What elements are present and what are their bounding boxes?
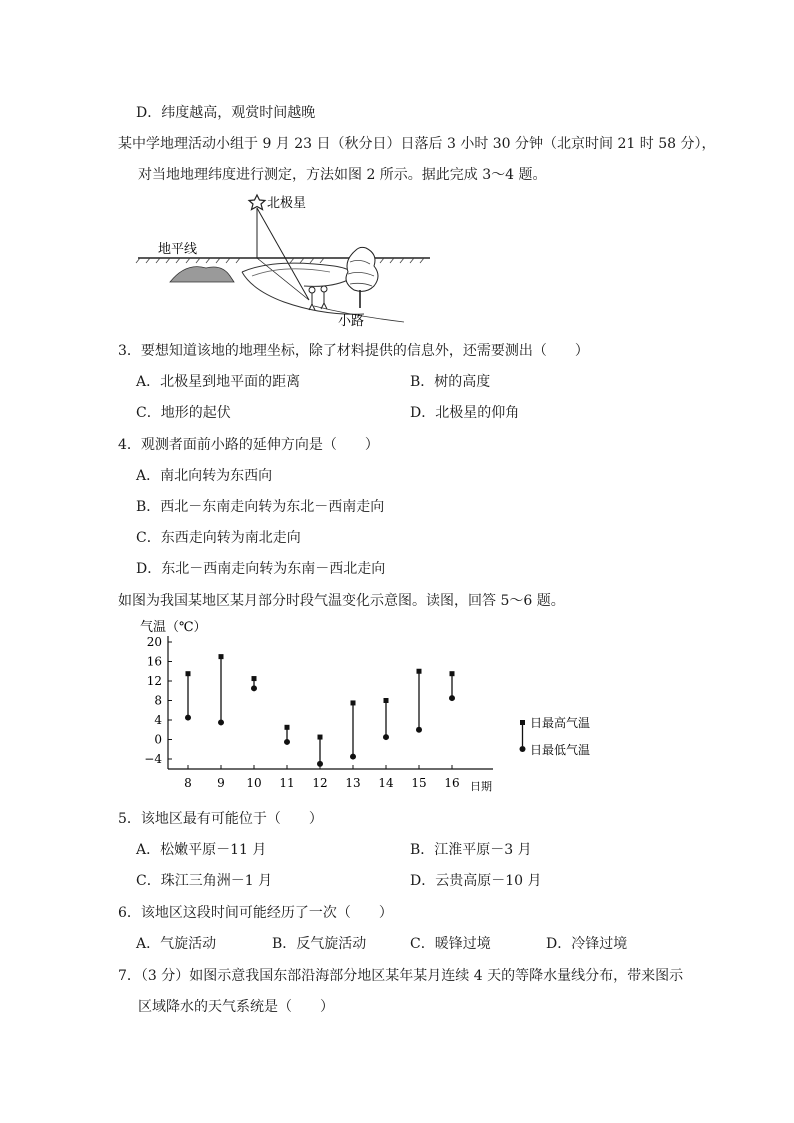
x-tick-label: 15	[411, 776, 427, 790]
q4-option-d: D．东北－西南走向转为东南－西北走向	[136, 561, 386, 577]
x-tick-label: 11	[279, 776, 295, 790]
q7-line1: 7．（3 分）如图示意我国东部沿海部分地区某年某月连续 4 天的等降水量线分布，带来图示	[118, 968, 684, 984]
y-tick-label: 16	[146, 654, 162, 669]
x-tick-label: 10	[246, 776, 262, 790]
y-tick-label: 12	[146, 674, 162, 688]
q6-stem: 6．该地区这段时间可能经历了一次（ ）	[118, 905, 393, 921]
x-tick-label: 9	[217, 776, 225, 790]
horizon-label: 地平线	[158, 242, 198, 257]
passage-5-6: 如图为我国某地区某月部分时段气温变化示意图。读图，回答 5～6 题。	[118, 593, 565, 609]
polaris-star-icon	[249, 195, 265, 210]
chart-range-bars	[185, 654, 455, 767]
q5-option-a: A．松嫩平原－11 月	[136, 842, 267, 858]
min-temp-marker	[416, 727, 422, 733]
max-temp-marker	[219, 654, 224, 659]
min-temp-marker	[284, 739, 290, 745]
q3-option-c: C．地形的起伏	[136, 405, 231, 421]
q6-option-c: C．暖锋过境	[410, 936, 491, 952]
min-temp-marker	[449, 695, 455, 701]
tree-icon	[346, 247, 378, 308]
legend-max-label: 日最高气温	[530, 716, 591, 730]
x-tick-label: 16	[444, 776, 460, 790]
max-temp-marker	[285, 725, 290, 730]
y-tick-label: 20	[146, 635, 162, 649]
x-tick-label: 13	[345, 776, 361, 790]
x-tick-label: 12	[312, 776, 328, 790]
chart-xlabel: 日期	[470, 780, 492, 793]
passage-3-4-line1: 某中学地理活动小组于 9 月 23 日（秋分日）日落后 3 小时 30 分钟（北京时间 21 时 58 分），	[118, 136, 716, 152]
path-curve-outer	[242, 263, 352, 286]
polaris-label: 北极星	[267, 196, 307, 211]
sight-line	[257, 208, 309, 300]
min-temp-marker	[251, 685, 257, 691]
hill-shape	[170, 267, 234, 282]
min-temp-marker	[383, 734, 389, 740]
y-tick-label: 8	[154, 693, 162, 708]
q3-option-d: D．北极星的仰角	[410, 405, 520, 421]
q5-option-b: B．江淮平原－3 月	[410, 842, 532, 858]
max-temp-marker	[186, 671, 191, 676]
q5-option-c: C．珠江三角洲－1 月	[136, 873, 273, 889]
q5-stem: 5．该地区最有可能位于（ ）	[118, 811, 323, 827]
y-tick-label: 0	[154, 732, 162, 747]
q4-option-b: B．西北－东南走向转为东北－西南走向	[136, 499, 385, 515]
q2-option-d: D．纬度越高，观赏时间越晚	[136, 105, 316, 121]
legend-min-marker	[520, 746, 526, 752]
min-temp-marker	[350, 754, 356, 760]
passage-3-4-line2: 对当地地理纬度进行测定，方法如图 2 所示。据此完成 3～4 题。	[138, 167, 547, 183]
x-tick-label: 14	[378, 776, 394, 790]
max-temp-marker	[318, 735, 323, 740]
max-temp-marker	[417, 669, 422, 674]
min-temp-marker	[185, 715, 191, 721]
q4-stem: 4．观测者面前小路的延伸方向是（ ）	[118, 437, 379, 453]
max-temp-marker	[450, 671, 455, 676]
y-tick-label: −4	[144, 752, 162, 766]
y-tick-label: 4	[154, 713, 162, 727]
max-temp-marker	[351, 700, 356, 705]
chart-axes	[168, 636, 493, 769]
q4-option-a: A．南北向转为东西向	[136, 468, 273, 484]
q5-option-d: D．云贵高原－10 月	[410, 873, 542, 889]
chart-legend	[520, 715, 591, 757]
x-tick-label: 8	[184, 776, 192, 790]
figure-2-polaris-observation	[134, 190, 434, 332]
path-curve-inner	[252, 269, 330, 276]
q7-line2: 区域降水的天气系统是（ ）	[138, 999, 334, 1015]
min-temp-marker	[218, 719, 224, 725]
observers-icon	[309, 286, 327, 310]
temperature-range-chart	[118, 614, 608, 804]
q4-option-c: C．东西走向转为南北走向	[136, 530, 301, 546]
legend-min-label: 日最低气温	[530, 743, 591, 757]
q3-stem: 3．要想知道该地的地理坐标，除了材料提供的信息外，还需要测出（ ）	[118, 343, 589, 359]
path-label: 小路	[338, 314, 365, 329]
q3-option-a: A．北极星到地平面的距离	[136, 374, 301, 390]
q3-option-b: B．树的高度	[410, 374, 491, 390]
chart-ylabel: 气温（℃）	[140, 620, 207, 635]
q6-option-d: D．冷锋过境	[546, 936, 628, 952]
max-temp-marker	[252, 676, 257, 681]
q6-option-a: A．气旋活动	[136, 936, 217, 952]
q6-option-b: B．反气旋活动	[272, 936, 367, 952]
min-temp-marker	[317, 761, 323, 767]
max-temp-marker	[384, 698, 389, 703]
ground-hatching	[136, 258, 424, 263]
